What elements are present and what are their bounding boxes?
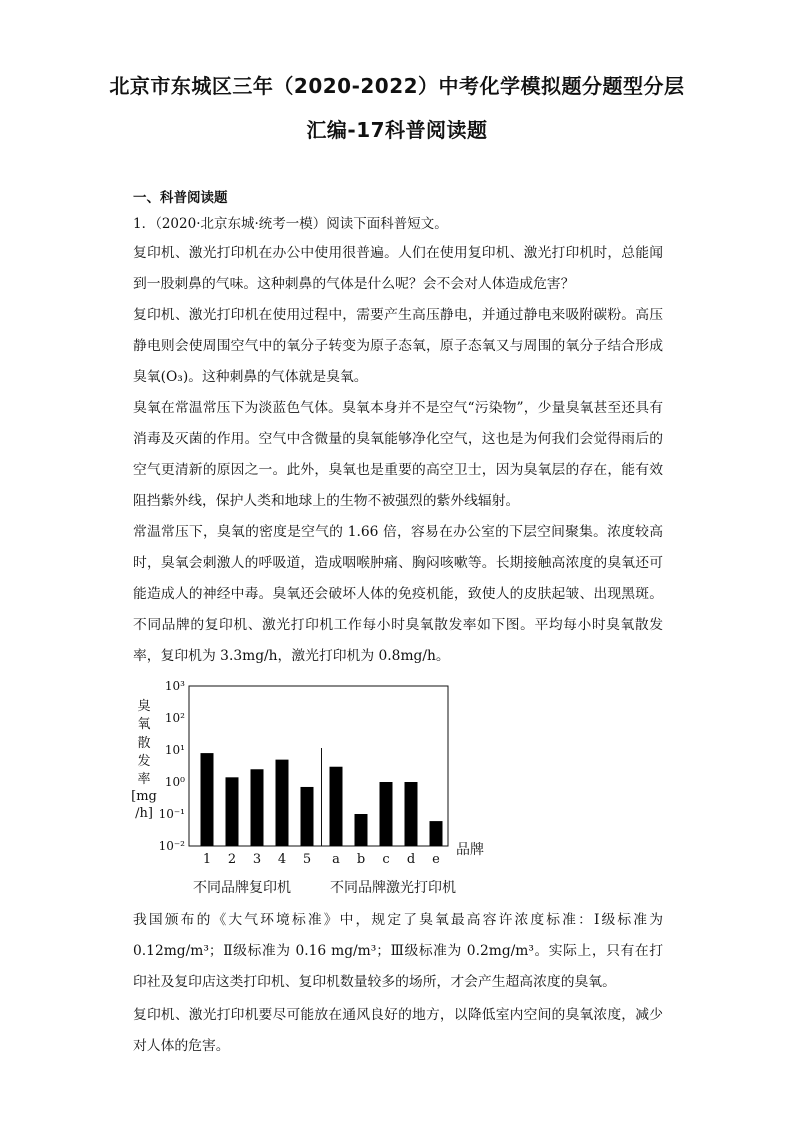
- document-title-line-1: 北京市东城区三年（2020-2022）中考化学模拟题分题型分层: [109, 74, 685, 98]
- x-tick-label: e: [432, 852, 440, 867]
- bar-2: [226, 777, 239, 846]
- paragraph-intro: 复印机、激光打印机在办公中使用很普遍。人们在使用复印机、激光打印机时，总能闻到一股刺鼻的气味。这种刺鼻的气体是什么呢？会不会对人体造成危害？: [133, 245, 663, 292]
- y-tick-label: 10²: [164, 711, 185, 725]
- y-axis-label-char: 发: [137, 754, 151, 769]
- paragraph-ozone-formation: 复印机、激光打印机在使用过程中，需要产生高压静电，并通过静电来吸附碳粉。高压静电则会使周围空气中的氧分子转变为原子态氧，原子态氧又与周围的氧分子结合形成臭氧(O₃)。这种刺鼻的气体就是臭氧。: [133, 307, 663, 385]
- x-tick-label: a: [332, 852, 340, 867]
- bar-e: [430, 821, 443, 846]
- bar-5: [301, 787, 314, 846]
- group-label-copiers: 不同品牌复印机: [193, 880, 291, 896]
- paragraph-recommendation: 复印机、激光打印机要尽可能放在通风良好的地方，以降低室内空间的臭氧浓度，减少对人体的危害。: [133, 1007, 663, 1054]
- bar-4: [276, 760, 289, 846]
- y-tick-label: 10⁻²: [158, 839, 185, 853]
- x-tick-label: b: [356, 852, 366, 867]
- x-tick-label: 3: [252, 852, 262, 867]
- y-tick-label: 10³: [164, 679, 185, 693]
- bar-b: [355, 814, 368, 846]
- y-axis-label-char: 散: [137, 736, 151, 751]
- section-heading: 一、科普阅读题: [133, 190, 228, 206]
- group-label-laser-printers: 不同品牌激光打印机: [330, 880, 456, 896]
- x-tick-label: 2: [227, 852, 237, 867]
- bar-a: [330, 767, 343, 846]
- paragraph-standards: 我国颁布的《大气环境标准》中，规定了臭氧最高容许浓度标准：Ⅰ级标准为0.12mg/m³；Ⅱ级标准为 0.16 mg/m³；Ⅲ级标准为 0.2mg/m³。实际上，只有在打印社及复印店这类打印机、复印机数量较多的场所，才会产生超高浓度的臭氧。: [133, 912, 663, 990]
- y-axis-label-char: 臭: [137, 699, 151, 714]
- x-tick-label: c: [382, 852, 390, 867]
- x-tick-label: 5: [302, 852, 312, 867]
- y-axis-label-char: /h]: [135, 806, 153, 821]
- bar-c: [380, 782, 393, 846]
- paragraph-ozone-properties: 臭氧在常温常压下为淡蓝色气体。臭氧本身并不是空气“污染物”，少量臭氧甚至还具有消毒及灭菌的作用。空气中含微量的臭氧能够净化空气，这也是为何我们会觉得雨后的空气更清新的原因之一。此外，臭氧也是重要的高空卫士，因为臭氧层的存在，能有效阻挡紫外线，保护人类和地球上的生物不被强烈的紫外线辐射。: [133, 400, 663, 509]
- bar-1: [201, 753, 214, 846]
- x-tick-label: 1: [202, 852, 212, 867]
- paragraph-ozone-hazards: 常温常压下，臭氧的密度是空气的 1.66 倍，容易在办公室的下层空间聚集。浓度较高时，臭氧会刺激人的呼吸道，造成咽喉肿痛、胸闷咳嗽等。长期接触高浓度的臭氧还可能造成人的神经中毒。臭氧还会破坏人体的免疫机能，致使人的皮肤起皱、出现黑斑。不同品牌的复印机、激光打印机工作每小时臭氧散发率如下图。平均每小时臭氧散发率，复印机为 3.3mg/h，激光打印机为 0.8mg/h。: [133, 524, 663, 664]
- x-tick-label: 4: [277, 852, 287, 867]
- x-axis-label: 品牌: [456, 842, 484, 858]
- y-axis-label-char: [mg: [131, 789, 157, 804]
- question-header: 1．（2020·北京东城·统考一模）阅读下面科普短文。: [133, 216, 448, 232]
- y-axis-label-char: 率: [137, 772, 151, 787]
- y-axis-label-char: 氧: [137, 717, 151, 732]
- document-title-line-2: 汇编-17科普阅读题: [306, 118, 488, 142]
- bar-d: [405, 782, 418, 846]
- y-tick-label: 10¹: [164, 743, 185, 757]
- bar-3: [251, 769, 264, 846]
- y-tick-label: 10⁻¹: [158, 807, 185, 821]
- x-tick-label: d: [406, 852, 416, 867]
- y-tick-label: 10⁰: [164, 775, 185, 789]
- ozone-emission-chart: [130, 674, 490, 867]
